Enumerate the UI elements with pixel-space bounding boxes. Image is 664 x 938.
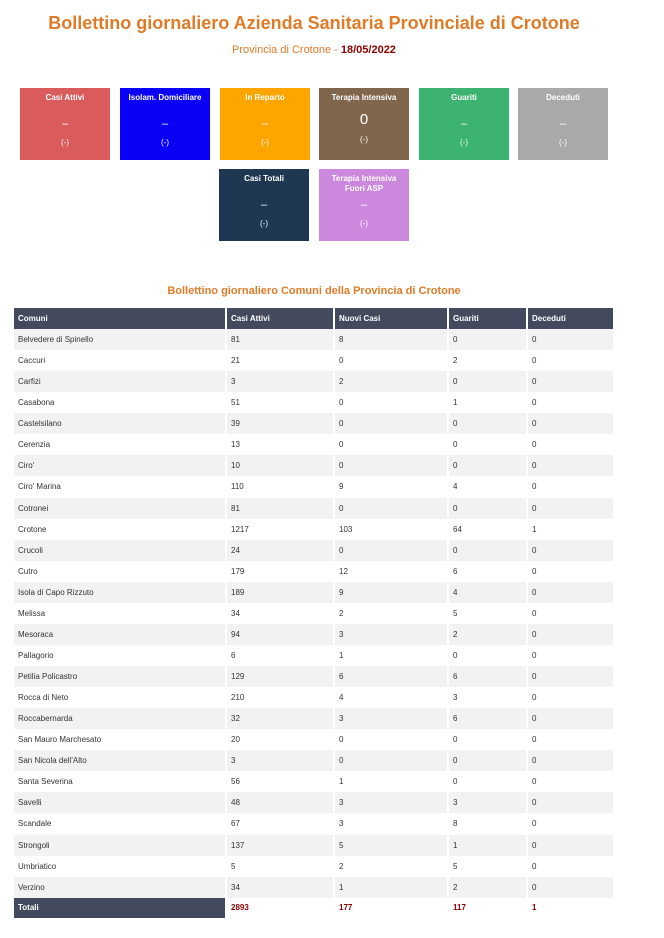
card-label: In Reparto xyxy=(245,93,285,102)
column-header-comuni: Comuni xyxy=(14,308,226,329)
cell-comune: Savelli xyxy=(14,792,226,813)
card-label: Isolam. Domiciliare xyxy=(128,93,202,102)
cell-casi-attivi: 94 xyxy=(226,624,334,645)
table-row xyxy=(14,877,613,898)
totals-guariti: 117 xyxy=(448,898,527,918)
cell-casi-attivi: 48 xyxy=(226,792,334,813)
cell-casi-attivi: 81 xyxy=(226,329,334,350)
cell-guariti: 8 xyxy=(448,813,527,834)
card-delta: (-) xyxy=(360,219,368,228)
table-row xyxy=(14,603,613,624)
cell-deceduti: 0 xyxy=(527,750,613,771)
cell-comune: Belvedere di Spinello xyxy=(14,329,226,350)
table-row xyxy=(14,771,613,792)
cell-comune: Pallagorio xyxy=(14,645,226,666)
cell-deceduti: 0 xyxy=(527,877,613,898)
cell-nuovi-casi: 8 xyxy=(334,329,448,350)
card-delta: (-) xyxy=(559,138,567,147)
cell-guariti: 0 xyxy=(448,371,527,392)
cell-nuovi-casi: 4 xyxy=(334,687,448,708)
page-title: Bollettino giornaliero Azienda Sanitaria Provinciale di Crotone xyxy=(48,13,580,33)
cell-deceduti: 0 xyxy=(527,708,613,729)
cell-casi-attivi: 1217 xyxy=(226,519,334,540)
card-value: – xyxy=(559,118,567,130)
cell-guariti: 4 xyxy=(448,582,527,603)
table-body xyxy=(14,329,613,898)
column-header-guariti: Guariti xyxy=(448,308,527,329)
cell-deceduti: 0 xyxy=(527,371,613,392)
table-row xyxy=(14,434,613,455)
card-guariti xyxy=(419,88,509,160)
cell-nuovi-casi: 1 xyxy=(334,877,448,898)
totals-label: Totali xyxy=(14,898,226,918)
cell-comune: Isola di Capo Rizzuto xyxy=(14,582,226,603)
cell-deceduti: 0 xyxy=(527,624,613,645)
cell-deceduti: 0 xyxy=(527,792,613,813)
totals-row xyxy=(14,898,613,918)
table-row xyxy=(14,856,613,877)
cell-comune: Carfizi xyxy=(14,371,226,392)
bulletin-date: 18/05/2022 xyxy=(340,44,396,56)
cell-nuovi-casi: 9 xyxy=(334,476,448,497)
table-row xyxy=(14,729,613,750)
card-label: Deceduti xyxy=(546,93,580,102)
column-header-nuovi-casi: Nuovi Casi xyxy=(334,308,448,329)
table-row xyxy=(14,329,613,350)
cell-casi-attivi: 3 xyxy=(226,750,334,771)
cell-comune: Strongoli xyxy=(14,835,226,856)
cell-guariti: 0 xyxy=(448,413,527,434)
cell-nuovi-casi: 3 xyxy=(334,813,448,834)
cell-comune: Rocca di Neto xyxy=(14,687,226,708)
cell-deceduti: 0 xyxy=(527,813,613,834)
cell-guariti: 0 xyxy=(448,329,527,350)
cell-nuovi-casi: 3 xyxy=(334,708,448,729)
cell-casi-attivi: 3 xyxy=(226,371,334,392)
cell-casi-attivi: 179 xyxy=(226,561,334,582)
table-title: Bollettino giornaliero Comuni della Provincia di Crotone xyxy=(167,285,461,297)
cell-casi-attivi: 81 xyxy=(226,498,334,519)
table-row xyxy=(14,350,613,371)
cell-nuovi-casi: 0 xyxy=(334,729,448,750)
cell-guariti: 0 xyxy=(448,455,527,476)
cell-deceduti: 0 xyxy=(527,540,613,561)
card-delta: (-) xyxy=(61,138,69,147)
page-subtitle xyxy=(0,44,628,56)
card-casi-totali xyxy=(219,169,309,241)
card-value: – xyxy=(161,118,169,130)
cell-nuovi-casi: 0 xyxy=(334,392,448,413)
cell-nuovi-casi: 0 xyxy=(334,498,448,519)
table-row xyxy=(14,561,613,582)
cell-casi-attivi: 189 xyxy=(226,582,334,603)
cell-comune: Verzino xyxy=(14,877,226,898)
cell-comune: Casabona xyxy=(14,392,226,413)
card-label: Casi Attivi xyxy=(45,93,85,102)
table-row xyxy=(14,645,613,666)
cell-guariti: 5 xyxy=(448,603,527,624)
cell-nuovi-casi: 0 xyxy=(334,350,448,371)
cell-casi-attivi: 67 xyxy=(226,813,334,834)
cell-guariti: 6 xyxy=(448,708,527,729)
cell-casi-attivi: 24 xyxy=(226,540,334,561)
table-row xyxy=(14,519,613,540)
totals-deceduti: 1 xyxy=(527,898,613,918)
cell-casi-attivi: 51 xyxy=(226,392,334,413)
cell-nuovi-casi: 2 xyxy=(334,856,448,877)
table-row xyxy=(14,476,613,497)
card-terapia-intensiva xyxy=(319,88,409,160)
cell-comune: Crotone xyxy=(14,519,226,540)
card-casi-attivi xyxy=(20,88,110,160)
card-value: 0 xyxy=(359,111,369,128)
table-row xyxy=(14,624,613,645)
cell-nuovi-casi: 9 xyxy=(334,582,448,603)
cell-nuovi-casi: 0 xyxy=(334,540,448,561)
cell-casi-attivi: 39 xyxy=(226,413,334,434)
cell-casi-attivi: 21 xyxy=(226,350,334,371)
cell-casi-attivi: 10 xyxy=(226,455,334,476)
cell-comune: Crucoli xyxy=(14,540,226,561)
cell-nuovi-casi: 5 xyxy=(334,835,448,856)
province-label: Provincia di Crotone - xyxy=(232,44,341,56)
cell-deceduti: 0 xyxy=(527,392,613,413)
card-deceduti xyxy=(518,88,608,160)
table-row xyxy=(14,413,613,434)
cell-guariti: 2 xyxy=(448,877,527,898)
cell-nuovi-casi: 0 xyxy=(334,455,448,476)
cell-comune: Castelsilano xyxy=(14,413,226,434)
table-row xyxy=(14,813,613,834)
cell-guariti: 0 xyxy=(448,645,527,666)
card-value: – xyxy=(61,118,69,130)
cell-guariti: 2 xyxy=(448,350,527,371)
cell-casi-attivi: 5 xyxy=(226,856,334,877)
cell-deceduti: 1 xyxy=(527,519,613,540)
card-terapia-intensiva-fuori-asp xyxy=(319,169,409,241)
cell-guariti: 0 xyxy=(448,498,527,519)
card-delta: (-) xyxy=(161,138,169,147)
cell-nuovi-casi: 12 xyxy=(334,561,448,582)
table-row xyxy=(14,792,613,813)
cell-nuovi-casi: 2 xyxy=(334,603,448,624)
cell-nuovi-casi: 103 xyxy=(334,519,448,540)
card-value: – xyxy=(460,118,468,130)
cell-nuovi-casi: 1 xyxy=(334,771,448,792)
cell-comune: Cutro xyxy=(14,561,226,582)
table-row xyxy=(14,666,613,687)
cell-guariti: 2 xyxy=(448,624,527,645)
cell-deceduti: 0 xyxy=(527,687,613,708)
cell-guariti: 6 xyxy=(448,561,527,582)
cell-guariti: 0 xyxy=(448,771,527,792)
cell-deceduti: 0 xyxy=(527,498,613,519)
card-value: – xyxy=(261,118,269,130)
cell-deceduti: 0 xyxy=(527,582,613,603)
card-delta: (-) xyxy=(261,138,269,147)
table-row xyxy=(14,455,613,476)
card-delta: (-) xyxy=(260,219,268,228)
cell-casi-attivi: 13 xyxy=(226,434,334,455)
card-value: – xyxy=(360,199,368,211)
cell-casi-attivi: 56 xyxy=(226,771,334,792)
cell-casi-attivi: 34 xyxy=(226,603,334,624)
cell-guariti: 5 xyxy=(448,856,527,877)
cell-guariti: 0 xyxy=(448,434,527,455)
table-row xyxy=(14,708,613,729)
cell-comune: Petilia Policastro xyxy=(14,666,226,687)
cell-deceduti: 0 xyxy=(527,350,613,371)
cell-guariti: 0 xyxy=(448,750,527,771)
cell-comune: Scandale xyxy=(14,813,226,834)
cell-casi-attivi: 110 xyxy=(226,476,334,497)
cell-comune: San Nicola dell'Alto xyxy=(14,750,226,771)
column-header-deceduti: Deceduti xyxy=(527,308,613,329)
cell-comune: Cotronei xyxy=(14,498,226,519)
cell-guariti: 6 xyxy=(448,666,527,687)
cell-casi-attivi: 32 xyxy=(226,708,334,729)
cell-comune: Umbriatico xyxy=(14,856,226,877)
table-row xyxy=(14,687,613,708)
cell-comune: Roccabernarda xyxy=(14,708,226,729)
totals-casi-attivi: 2893 xyxy=(226,898,334,918)
cell-casi-attivi: 20 xyxy=(226,729,334,750)
table-row xyxy=(14,835,613,856)
table-row xyxy=(14,540,613,561)
cell-comune: Ciro' xyxy=(14,455,226,476)
cell-nuovi-casi: 0 xyxy=(334,750,448,771)
cell-casi-attivi: 34 xyxy=(226,877,334,898)
cell-deceduti: 0 xyxy=(527,729,613,750)
cell-guariti: 1 xyxy=(448,835,527,856)
cell-guariti: 64 xyxy=(448,519,527,540)
card-label: Casi Totali xyxy=(244,174,284,183)
cell-guariti: 4 xyxy=(448,476,527,497)
cell-casi-attivi: 137 xyxy=(226,835,334,856)
cell-casi-attivi: 210 xyxy=(226,687,334,708)
cell-nuovi-casi: 1 xyxy=(334,645,448,666)
table-row xyxy=(14,582,613,603)
cell-deceduti: 0 xyxy=(527,645,613,666)
card-value: – xyxy=(260,199,268,211)
cell-casi-attivi: 129 xyxy=(226,666,334,687)
cell-comune: Mesoraca xyxy=(14,624,226,645)
cell-deceduti: 0 xyxy=(527,476,613,497)
cell-casi-attivi: 6 xyxy=(226,645,334,666)
cell-deceduti: 0 xyxy=(527,835,613,856)
cell-guariti: 0 xyxy=(448,729,527,750)
cell-nuovi-casi: 0 xyxy=(334,434,448,455)
cell-deceduti: 0 xyxy=(527,603,613,624)
cell-deceduti: 0 xyxy=(527,666,613,687)
cell-guariti: 0 xyxy=(448,540,527,561)
cell-comune: Ciro' Marina xyxy=(14,476,226,497)
cell-deceduti: 0 xyxy=(527,413,613,434)
cell-nuovi-casi: 0 xyxy=(334,413,448,434)
cell-comune: San Mauro Marchesato xyxy=(14,729,226,750)
card-delta: (-) xyxy=(360,135,368,144)
cell-guariti: 3 xyxy=(448,792,527,813)
cell-nuovi-casi: 2 xyxy=(334,371,448,392)
table-row xyxy=(14,371,613,392)
totals-nuovi-casi: 177 xyxy=(334,898,448,918)
cell-deceduti: 0 xyxy=(527,856,613,877)
table-header-row xyxy=(14,308,613,329)
cell-comune: Caccuri xyxy=(14,350,226,371)
table-row xyxy=(14,392,613,413)
card-label: Terapia Intensiva Fuori ASP xyxy=(331,174,397,193)
cell-deceduti: 0 xyxy=(527,434,613,455)
cell-deceduti: 0 xyxy=(527,455,613,476)
card-isolamento-domiciliare xyxy=(120,88,210,160)
cell-deceduti: 0 xyxy=(527,561,613,582)
card-label: Terapia Intensiva xyxy=(331,93,397,102)
cell-deceduti: 0 xyxy=(527,329,613,350)
cell-nuovi-casi: 3 xyxy=(334,792,448,813)
cell-guariti: 1 xyxy=(448,392,527,413)
card-in-reparto xyxy=(220,88,310,160)
cell-comune: Cerenzia xyxy=(14,434,226,455)
cell-nuovi-casi: 3 xyxy=(334,624,448,645)
cell-comune: Santa Severina xyxy=(14,771,226,792)
column-header-casi-attivi: Casi Attivi xyxy=(226,308,334,329)
card-label: Guariti xyxy=(451,93,477,102)
cell-comune: Melissa xyxy=(14,603,226,624)
table-row xyxy=(14,750,613,771)
cell-nuovi-casi: 6 xyxy=(334,666,448,687)
cell-deceduti: 0 xyxy=(527,771,613,792)
cell-guariti: 3 xyxy=(448,687,527,708)
comuni-table xyxy=(14,308,613,918)
table-row xyxy=(14,498,613,519)
card-delta: (-) xyxy=(460,138,468,147)
